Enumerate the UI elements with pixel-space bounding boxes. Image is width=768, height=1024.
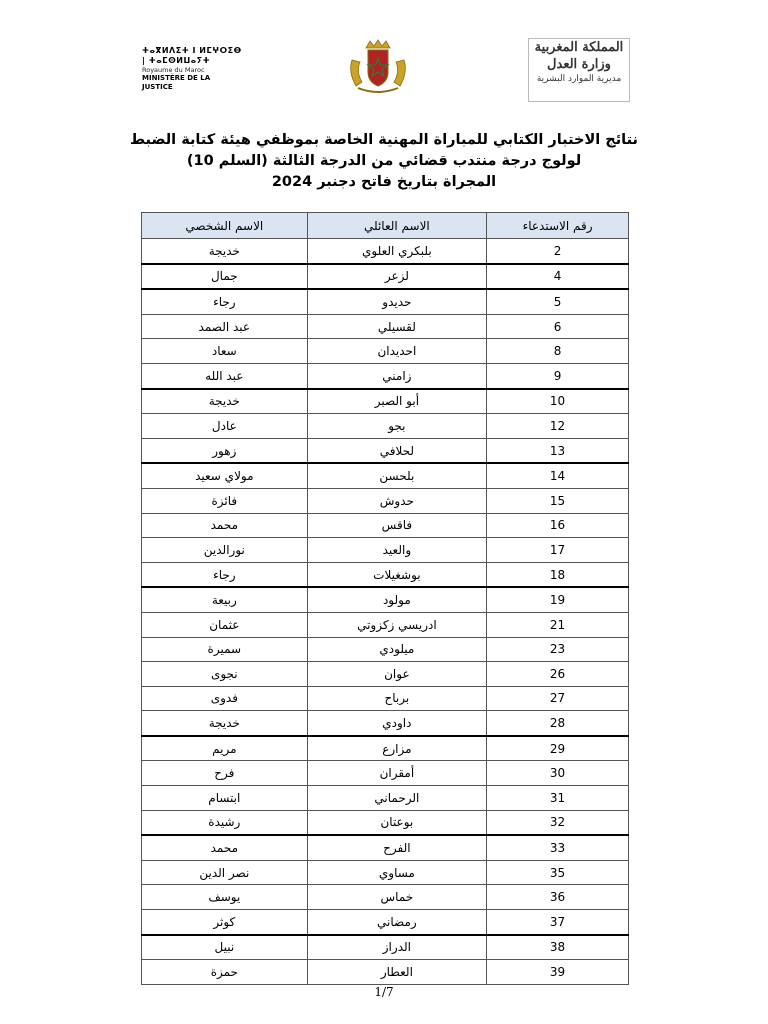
cell-family-name: عوان	[307, 662, 486, 687]
column-header-first-name: الاسم الشخصي	[142, 213, 308, 239]
cell-number: 13	[487, 438, 629, 463]
cell-first-name: زهور	[142, 438, 308, 463]
table-row	[142, 438, 629, 463]
cell-family-name: فاقس	[307, 513, 486, 538]
table-row	[142, 513, 629, 538]
cell-first-name: محمد	[142, 835, 308, 860]
cell-first-name: رشيدة	[142, 810, 308, 835]
royaume-text: Royaume du Maroc	[142, 66, 205, 74]
table-row	[142, 363, 629, 388]
cell-number: 28	[487, 711, 629, 736]
column-header-number: رقم الاستدعاء	[487, 213, 629, 239]
cell-number: 26	[487, 662, 629, 687]
table-row	[142, 239, 629, 264]
ministere-text: MINISTÈRE DE LA JUSTICE	[142, 74, 211, 91]
cell-number: 32	[487, 810, 629, 835]
cell-first-name: حمزة	[142, 960, 308, 985]
tifinagh-text: ⵜⴰⴳⵍⴷⵉⵜ ⵏ ⵍⵎⵖⵔⵉⴱ | ⵜⴰⵎⵙⵍⵡⴰⵢⵜ	[142, 46, 242, 65]
cell-family-name: أمقران	[307, 761, 486, 786]
table-row	[142, 538, 629, 563]
cell-family-name: حديدو	[307, 289, 486, 314]
cell-number: 4	[487, 264, 629, 290]
cell-number: 30	[487, 761, 629, 786]
table-row	[142, 662, 629, 687]
cell-family-name: بجو	[307, 414, 486, 439]
cell-family-name: حدوش	[307, 488, 486, 513]
cell-number: 18	[487, 562, 629, 587]
cell-first-name: مولاي سعيد	[142, 463, 308, 488]
table-header-row	[142, 213, 629, 239]
ministry-of-justice-logo-fr	[142, 46, 242, 92]
cell-family-name: مساوي	[307, 860, 486, 885]
cell-family-name: برباح	[307, 686, 486, 711]
table-row	[142, 835, 629, 860]
column-header-family-name: الاسم العائلي	[307, 213, 486, 239]
cell-first-name: محمد	[142, 513, 308, 538]
table-row	[142, 562, 629, 587]
cell-family-name: مولود	[307, 587, 486, 612]
cell-first-name: عثمان	[142, 612, 308, 637]
table-row	[142, 389, 629, 414]
table-row	[142, 910, 629, 935]
cell-first-name: رجاء	[142, 289, 308, 314]
cell-number: 14	[487, 463, 629, 488]
cell-family-name: الدراز	[307, 935, 486, 960]
document-title	[120, 130, 648, 193]
ministry-of-justice-logo-ar	[528, 38, 630, 102]
cell-family-name: ادريسي زكزوتي	[307, 612, 486, 637]
cell-number: 2	[487, 239, 629, 264]
results-table	[141, 212, 629, 985]
table-row	[142, 587, 629, 612]
table-row	[142, 761, 629, 786]
directorate-text: مديرية الموارد البشرية	[536, 74, 622, 84]
table-row	[142, 463, 629, 488]
kingdom-text: المملكة المغربية	[534, 40, 624, 55]
table-row	[142, 711, 629, 736]
cell-first-name: جمال	[142, 264, 308, 290]
table-row	[142, 935, 629, 960]
table-row	[142, 786, 629, 811]
cell-first-name: سميرة	[142, 637, 308, 662]
cell-number: 38	[487, 935, 629, 960]
cell-number: 29	[487, 736, 629, 761]
cell-first-name: مريم	[142, 736, 308, 761]
cell-family-name: والعيد	[307, 538, 486, 563]
cell-family-name: الرحماني	[307, 786, 486, 811]
table-row	[142, 314, 629, 339]
cell-first-name: رجاء	[142, 562, 308, 587]
cell-family-name: لزعر	[307, 264, 486, 290]
cell-first-name: فدوى	[142, 686, 308, 711]
cell-family-name: بلحسن	[307, 463, 486, 488]
title-line-3: المجراة بتاريخ فاتح دجنبر 2024	[271, 174, 497, 190]
cell-family-name: داودي	[307, 711, 486, 736]
table-row	[142, 488, 629, 513]
cell-first-name: نبيل	[142, 935, 308, 960]
cell-number: 37	[487, 910, 629, 935]
cell-number: 21	[487, 612, 629, 637]
cell-number: 31	[487, 786, 629, 811]
cell-family-name: لحلافي	[307, 438, 486, 463]
cell-first-name: عادل	[142, 414, 308, 439]
cell-first-name: سعاد	[142, 339, 308, 364]
cell-family-name: احديدان	[307, 339, 486, 364]
cell-first-name: فرح	[142, 761, 308, 786]
cell-family-name: زامني	[307, 363, 486, 388]
cell-number: 12	[487, 414, 629, 439]
table-row	[142, 612, 629, 637]
cell-first-name: ربيعة	[142, 587, 308, 612]
cell-number: 35	[487, 860, 629, 885]
cell-number: 19	[487, 587, 629, 612]
cell-first-name: عبد الصمد	[142, 314, 308, 339]
cell-first-name: خديجة	[142, 389, 308, 414]
title-line-1: نتائج الاختبار الكتابي للمباراة المهنية الخاصة بموظفي هيئة كتابة الضبط	[130, 132, 638, 148]
cell-family-name: بوعتان	[307, 810, 486, 835]
cell-number: 5	[487, 289, 629, 314]
cell-number: 9	[487, 363, 629, 388]
table-row	[142, 686, 629, 711]
cell-family-name: أبو الصبر	[307, 389, 486, 414]
cell-number: 27	[487, 686, 629, 711]
cell-first-name: فائزة	[142, 488, 308, 513]
cell-first-name: خديجة	[142, 711, 308, 736]
cell-family-name: رمضاني	[307, 910, 486, 935]
cell-family-name: مزارع	[307, 736, 486, 761]
cell-number: 15	[487, 488, 629, 513]
page-number: 1/7	[374, 985, 394, 999]
cell-first-name: نجوى	[142, 662, 308, 687]
table-row	[142, 637, 629, 662]
cell-number: 33	[487, 835, 629, 860]
table-row	[142, 264, 629, 290]
cell-first-name: كوثر	[142, 910, 308, 935]
cell-first-name: ابتسام	[142, 786, 308, 811]
table-row	[142, 885, 629, 910]
cell-first-name: نورالدين	[142, 538, 308, 563]
table-row	[142, 289, 629, 314]
title-line-2: لولوج درجة منتدب قضائي من الدرجة الثالثة (السلم 10)	[186, 153, 582, 169]
cell-number: 6	[487, 314, 629, 339]
cell-number: 8	[487, 339, 629, 364]
cell-first-name: يوسف	[142, 885, 308, 910]
cell-number: 23	[487, 637, 629, 662]
cell-first-name: نصر الدين	[142, 860, 308, 885]
ministry-text: وزارة العدل	[547, 57, 611, 72]
cell-number: 17	[487, 538, 629, 563]
cell-number: 10	[487, 389, 629, 414]
table-row	[142, 736, 629, 761]
table-row	[142, 960, 629, 985]
cell-number: 16	[487, 513, 629, 538]
cell-family-name: خماس	[307, 885, 486, 910]
cell-number: 39	[487, 960, 629, 985]
table-row	[142, 414, 629, 439]
cell-family-name: الفرح	[307, 835, 486, 860]
cell-family-name: ميلودي	[307, 637, 486, 662]
cell-first-name: خديجة	[142, 239, 308, 264]
cell-family-name: بلبكري العلوي	[307, 239, 486, 264]
royal-coat-of-arms-icon	[346, 38, 410, 96]
table-row	[142, 339, 629, 364]
cell-family-name: العطار	[307, 960, 486, 985]
table-row	[142, 810, 629, 835]
cell-family-name: لقسيلي	[307, 314, 486, 339]
cell-family-name: بوشغيلات	[307, 562, 486, 587]
cell-first-name: عبد الله	[142, 363, 308, 388]
table-row	[142, 860, 629, 885]
cell-number: 36	[487, 885, 629, 910]
